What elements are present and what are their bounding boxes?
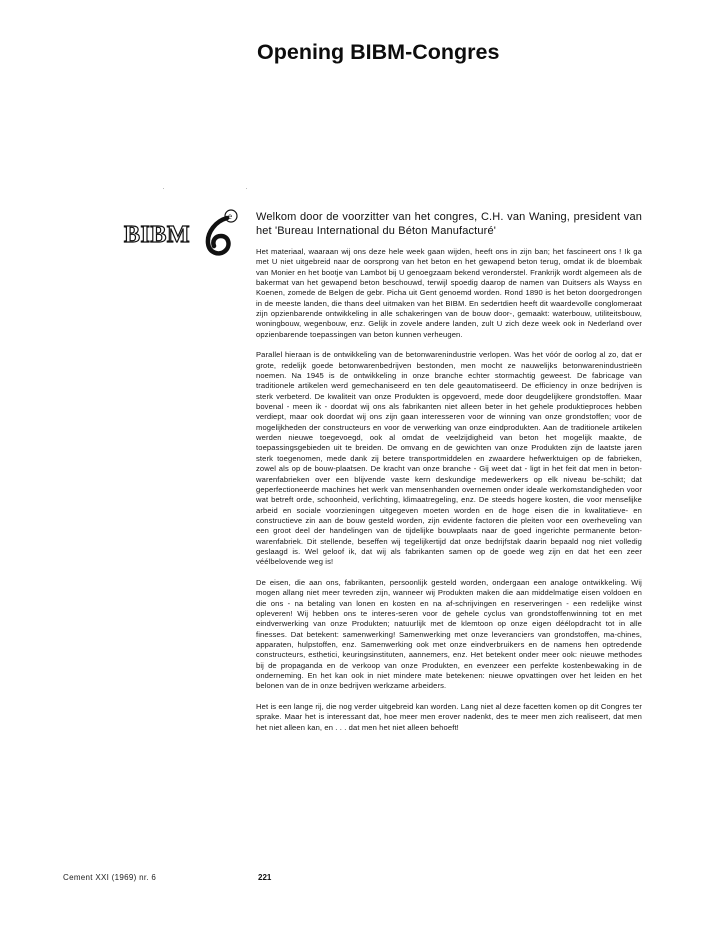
paragraph-2: Parallel hieraan is de ontwikkeling van de betonwarenindustrie verlopen. Was het vóór de oorlog al zo, dat er grote, redelijk goede betonwarenbedrijven bestonden, men mocht ze nauwelijks betonwarenindustrieën noemen. Na 1945 is de ontwikkeling in onze branche echter stormachtig geweest. De fabricage van traditionele artikelen werd gemechaniseerd en ten dele geautomatiseerd. De efficiency in onze bedrijven is sterk verbeterd. De kwaliteit van onze Produkten is opgevoerd, mede door deugdelijkere grondstoffen. Maar bovenal - meen ik - doordat wij ons als fabrikanten niet alleen beter in het gehele produktieproces hebben verdiept, maar ook doordat wij ons zijn gaan interesseren voor de winning van onze grondstoffen; voor de mogelijkheden der constructeurs en voor de verwerking van onze eindprodukten. Aan de traditionele artikelen werden nieuwe toegevoegd, ook al omdat de veelzijdigheid van beton het mogelijk maakte, de toepassingsgebieden uit te breiden. De omvang en de gewichten van onze Produkten zijn de laatste jaren sterk toegenomen, mede dank zij betere transportmiddelen en zwaardere hefwerktuigen op de fabrieken, zowel als op de bouw-plaatsen. De kracht van onze branche - Gij weet dat - ligt in het feit dat men in beton-warenfabrieken over een blijvende vaste kern deskundige medewerkers op elk niveau be-schikt; dat geperfectioneerde machines het werk van mensenhanden overnemen onder ideale werkomstandigheden voor wat betreft orde, schoonheid, verlichting, klimaatregeling, enz. De steeds hogere kosten, die voor menselijke arbeid en sociale voorzieningen uitgegeven moeten worden en de hoge eisen die in kwalitatieve- en constructieve zin aan de bouw gesteld worden, zijn evidente factoren die pleiten voor een overheveling van een groot deel der handelingen van de tijdelijke bouwplaats naar de goed ingerichte permanente beton-warenfabriek. Dit stellende, beseffen wij tegelijkertijd dat onze bedrijfstak daarin bepaald nog niet volledig geslaagd is. Wel geloof ik, dat wij als fabrikanten samen op de goede weg zijn en dat het een zeer véélbelovende weg is! xyxy=(256,350,642,567)
journal-reference: Cement XXI (1969) nr. 6 xyxy=(63,873,157,882)
logo-superscript: e xyxy=(228,211,232,221)
bibm-logo-text: BIBM xyxy=(124,222,191,248)
logo-swirl-icon xyxy=(208,218,229,253)
body-text xyxy=(256,247,642,743)
page-number: 221 xyxy=(258,873,272,882)
paragraph-3: De eisen, die aan ons, fabrikanten, persoonlijk gesteld worden, ondergaan een analoge ontwikkeling. Wij mogen allang niet meer tevreden zijn, wanneer wij Produkten maken die aan middelmatige eisen voldoen en die ons - na betaling van lonen en kosten en na af-schrijvingen en reserveringen - een redelijke winst opleveren! Wij hebben ons te interes-seren voor de gehele cyclus van grondstoffenwinning tot en met eindverwerking van onze Produkten; natuurlijk met de klemtoon op onze eigen déélopdracht tot in alle finesses. Dat betekent: samenwerking! Samenwerking met onze leveranciers van grondstoffen, ma-chines, apparaten, hulpstoffen, enz. Samenwerking ook met onze eindverbruikers en de namens hen optredende constructeurs, esthetici, keuringsinstituten, aannemers, enz. Het betekent onder meer ook: nieuwe methodes bij de propaganda en de verkoop van onze Produkten, en evenzeer een perfekte kostenbewaking in de onderneming. En het kan ook in niet mindere mate betekenen: nieuwe opvattingen over het leiden en het belonen van de in onze bedrijven werkzame arbeiders. xyxy=(256,577,642,691)
paragraph-1: Het materiaal, waaraan wij ons deze hele week gaan wijden, heeft ons in zijn ban; het fascineert ons ! Ik ga met U niet uitgebreid naar de oorsprong van het beton en het gewapend beton terug, omdat ik de bloembak van Monier en het bootje van Lambot bij U genoegzaam bekend veronderstel. Frankrijk wordt algemeen als de bakermat van het gewapend beton beschouwd, terwijl spoedig daarop de namen van Duitsers als Wayss en Koenen, zomede de Belgen de gebr. Picha uit Gent genoemd worden. Rond 1890 is het beton doorgedrongen in de meeste landen, die thans deel uitmaken van het BIBM. En sedertdien heeft dit waardevolle conglomeraat zijn opzienbarende ontwikkeling in alle schakeringen van de bouw door-, gemaakt: waterbouw, utiliteitsbouw, woningbouw, wegenbouw, enz. Gelijk in zovele andere landen, zult U zich deze week ook in Nederland over opzienbarende toepassingen van beton kunnen verheugen. xyxy=(256,247,642,339)
page-title: Opening BIBM-Congres xyxy=(257,40,500,64)
intro-text: Welkom door de voorzitter van het congres, C.H. van Waning, president van het 'Bureau International du Béton Manufacturé' xyxy=(256,211,642,237)
paragraph-4: Het is een lange rij, die nog verder uitgebreid kan worden. Lang niet al deze facetten komen op dit Congres ter sprake. Maar het is interessant dat, hoe meer men erover nadenkt, des te meer men zich realiseert, dat men het niet alleen kan, en . . . dat men het niet alleen behoeft! xyxy=(256,701,642,732)
bibm-logo-graphic xyxy=(123,208,239,260)
scan-speck xyxy=(163,188,164,189)
scan-speck xyxy=(246,188,247,189)
bibm-logo xyxy=(123,208,239,260)
